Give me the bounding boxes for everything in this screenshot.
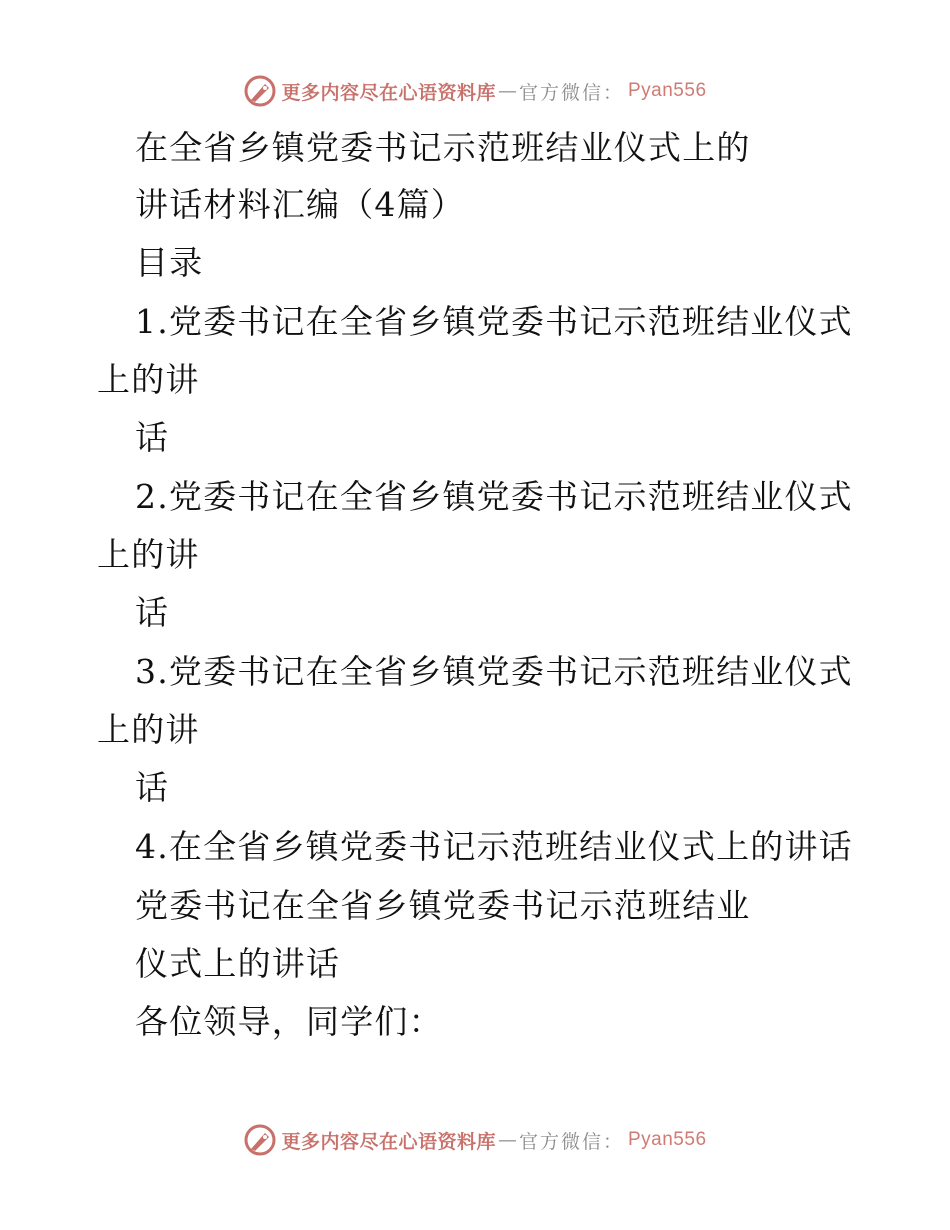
toc-item-3-line-b: 上的讲: [97, 710, 200, 749]
watermark-wechat-id: Pyan556: [628, 80, 707, 101]
toc-item-1-line-c: 话: [135, 418, 170, 457]
salutation: 各位领导，同学们：: [135, 1002, 443, 1041]
toc-item-2-line-b: 上的讲: [97, 535, 200, 574]
pen-nib-logo-icon: [243, 1123, 277, 1157]
toc-item-2-line-a: 2.党委书记在全省乡镇党委书记示范班结业仪式: [135, 477, 853, 516]
watermark-site-text: 更多内容尽在心语资料库: [281, 81, 496, 104]
pen-nib-logo-icon: [243, 74, 277, 108]
toc-item-4-line-a: 4.在全省乡镇党委书记示范班结业仪式上的讲话: [135, 827, 853, 866]
footer-watermark: [0, 1120, 950, 1160]
header-watermark: [0, 71, 950, 111]
toc-item-2-line-c: 话: [135, 593, 170, 632]
document-title-line-1: 在全省乡镇党委书记示范班结业仪式上的: [135, 128, 751, 167]
toc-item-3-line-c: 话: [135, 768, 170, 807]
section-title-line-1: 党委书记在全省乡镇党委书记示范班结业: [135, 886, 751, 925]
watermark-wechat-id: Pyan556: [628, 1129, 707, 1150]
toc-item-1-line-b: 上的讲: [97, 360, 200, 399]
watermark-site-text: 更多内容尽在心语资料库: [281, 1130, 496, 1153]
watermark-wechat-label: 官方微信：: [518, 1130, 624, 1153]
toc-heading: 目录: [135, 243, 204, 282]
watermark-wechat-label: 官方微信：: [518, 81, 624, 104]
watermark-dash: —: [497, 80, 517, 102]
toc-item-3-line-a: 3.党委书记在全省乡镇党委书记示范班结业仪式: [135, 652, 853, 691]
section-title-line-2: 仪式上的讲话: [135, 944, 341, 983]
toc-item-1-line-a: 1.党委书记在全省乡镇党委书记示范班结业仪式: [135, 302, 853, 341]
document-title-line-2: 讲话材料汇编（4篇）: [135, 185, 465, 224]
watermark-dash: —: [497, 1129, 517, 1151]
